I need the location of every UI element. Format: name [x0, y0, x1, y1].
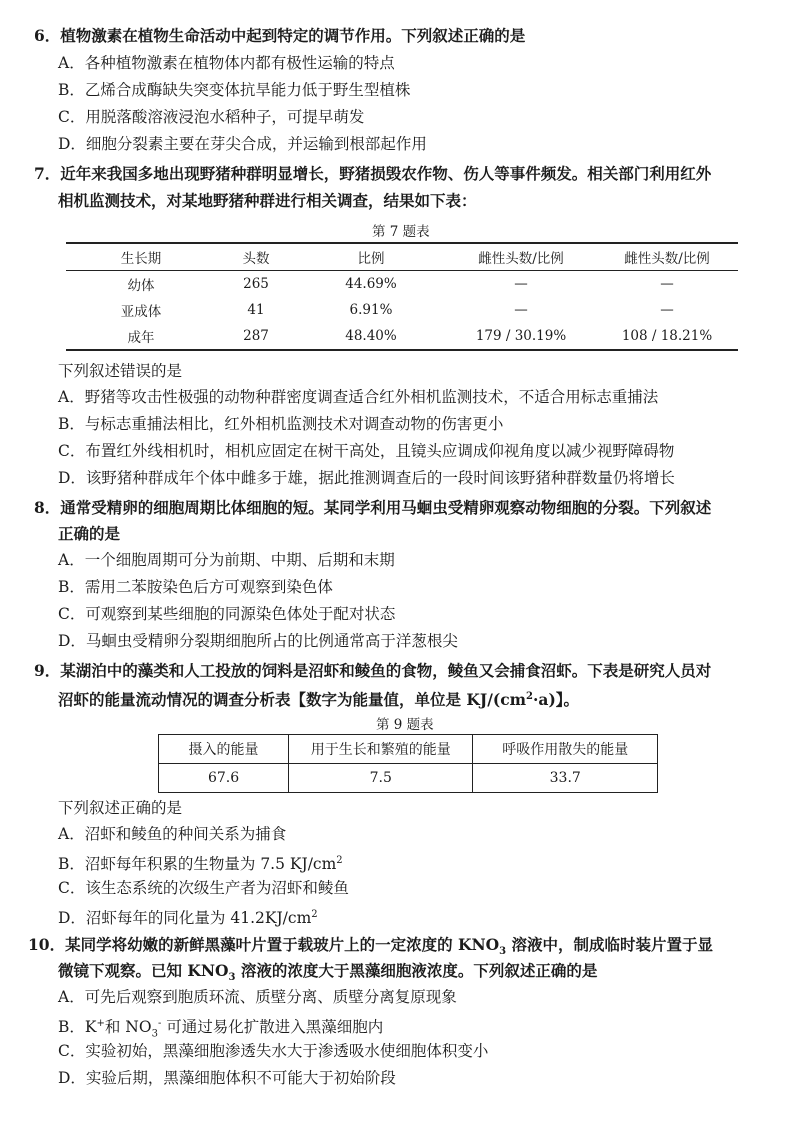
q10-option-b-sup2: -: [157, 1018, 162, 1029]
table-cell: 33.7: [473, 764, 658, 793]
q9-stem-line2-end: ·a)】。: [533, 690, 580, 710]
q10-option-b-mid: 和 NO: [104, 1018, 152, 1037]
q7-header-ratio: 比例: [357, 251, 385, 267]
q7-table-caption: 第 7 题表: [372, 224, 430, 240]
q10-stem-line2-text: 微镜下观察。已知 KNO: [58, 961, 229, 980]
q7-stem-line1: 7．近年来我国多地出现野猪种群明显增长，野猪损毁农作物、伤人等事件频发。相关部门利用红外: [34, 164, 712, 183]
q6-option-c: C．用脱落酸溶液浸泡水稻种子，可提早萌发: [58, 108, 365, 126]
table-row: [66, 271, 738, 298]
q9-header-respiration: 呼吸作用散失的能量: [473, 735, 658, 764]
q10-stem-line1-end: 溶液中，制成临时装片置于显: [506, 935, 713, 954]
table-row: [66, 297, 738, 323]
q9-option-d: [58, 904, 318, 929]
q10-option-b-sup1: +: [96, 1018, 105, 1029]
table-cell: —: [660, 276, 674, 292]
table-cell: —: [514, 302, 528, 318]
q10-option-b-text: B．K: [58, 1018, 97, 1037]
q9-option-d-superscript: 2: [311, 909, 318, 920]
q9-option-a: A．沼虾和鲮鱼的种间关系为捕食: [58, 825, 287, 843]
q7-stem-line2: 相机监测技术，对某地野猪种群进行相关调查，结果如下表：: [58, 191, 477, 210]
table-row: [159, 764, 658, 793]
q7-header-female-b: 雌性头数/比例: [624, 251, 710, 267]
table-cell: 6.91%: [349, 302, 393, 318]
table-cell: —: [514, 276, 528, 292]
q9-unit-superscript: 2: [526, 691, 534, 702]
q9-stem-line2-text: 沼虾的能量流动情况的调查分析表【数字为能量值，单位是 KJ/(cm: [58, 690, 527, 710]
q10-stem-line1: [28, 934, 713, 963]
table-cell: 179 / 30.19%: [475, 328, 567, 344]
q9-stem-line1: 9．某湖泊中的藻类和人工投放的饲料是沼虾和鲮鱼的食物，鲮鱼又会捕食沼虾。下表是研究人员对: [34, 661, 712, 680]
q8-option-c: C．可观察到某些细胞的同源染色体处于配对状态: [58, 605, 396, 623]
q7-option-a: A．野猪等攻击性极强的动物种群密度调查适合红外相机监测技术，不适合用标志重捕法: [58, 388, 659, 406]
q9-prompt: 下列叙述正确的是: [58, 799, 183, 817]
q8-option-b: B．需用二苯胺染色后方可观察到染色体: [58, 578, 333, 596]
q9-table-caption: 第 9 题表: [376, 717, 434, 733]
q10-option-a: A．可先后观察到胞质环流、质壁分离、质壁分离复原现象: [58, 988, 457, 1006]
q7-table: [66, 242, 738, 351]
q6-option-a: A．各种植物激素在植物体内都有极性运输的特点: [58, 54, 395, 72]
q7-option-b: B．与标志重捕法相比，红外相机监测技术对调查动物的伤害更小: [58, 415, 504, 433]
table-cell: 108 / 18.21%: [621, 328, 713, 344]
q10-stem-line2-subscript: 3: [228, 972, 236, 984]
table-cell: 7.5: [289, 764, 473, 793]
q7-header-female-a: 雌性头数/比例: [478, 251, 564, 267]
table-cell: 44.69%: [345, 276, 397, 292]
q6-stem: 6．植物激素在植物生命活动中起到特定的调节作用。下列叙述正确的是: [34, 26, 526, 45]
q8-option-a: A．一个细胞周期可分为前期、中期、后期和末期: [58, 551, 395, 569]
q10-option-d: D．实验后期，黑藻细胞体积不可能大于初始阶段: [58, 1069, 396, 1087]
q8-stem-line2: 正确的是: [58, 524, 121, 543]
table-cell: 67.6: [159, 764, 289, 793]
q10-option-b-end: 可通过易化扩散进入黑藻细胞内: [161, 1018, 384, 1037]
q9-header-intake: 摄入的能量: [159, 735, 289, 764]
q10-stem-line1-text: 10．某同学将幼嫩的新鲜黑藻叶片置于载玻片上的一定浓度的 KNO: [28, 935, 500, 954]
table-cell: 48.40%: [345, 328, 397, 344]
q10-stem-line2-end: 溶液的浓度大于黑藻细胞液浓度。下列叙述正确的是: [235, 961, 598, 980]
q10-stem-line1-subscript: 3: [499, 946, 507, 958]
q9-table: [158, 734, 658, 793]
q7-option-d: D．该野猪种群成年个体中雌多于雄，据此推测调查后的一段时间该野猪种群数量仍将增长: [58, 469, 675, 487]
table-cell: 幼体: [127, 278, 155, 294]
q7-header-count: 头数: [242, 251, 270, 267]
table-cell: —: [660, 302, 674, 318]
q7-header-stage: 生长期: [120, 251, 162, 267]
q10-stem-line2: [58, 960, 597, 989]
table-row: [66, 323, 738, 350]
q9-option-b: [58, 850, 343, 875]
q9-option-b-text: B．沼虾每年积累的生物量为 7.5 KJ/cm: [58, 855, 337, 874]
q9-option-d-text: D．沼虾每年的同化量为 41.2KJ/cm: [58, 909, 312, 928]
table-cell: 41: [247, 302, 265, 318]
q9-stem-line2: [58, 686, 579, 711]
q7-option-c: C．布置红外线相机时，相机应固定在树干高处，且镜头应调成仰视角度以减少视野障碍物: [58, 442, 675, 460]
table-cell: 265: [243, 276, 269, 292]
q10-option-c: C．实验初始，黑藻细胞渗透失水大于渗透吸水使细胞体积变小: [58, 1042, 489, 1060]
q7-table-header-row: [66, 243, 738, 271]
q7-prompt: 下列叙述错误的是: [58, 362, 183, 380]
q9-option-c: C．该生态系统的次级生产者为沼虾和鲮鱼: [58, 879, 349, 897]
q6-option-b: B．乙烯合成酶缺失突变体抗旱能力低于野生型植株: [58, 81, 411, 99]
table-cell: 成年: [127, 330, 155, 346]
q9-option-b-superscript: 2: [336, 855, 343, 866]
q6-option-d: D．细胞分裂素主要在芽尖合成，并运输到根部起作用: [58, 135, 427, 153]
table-cell: 亚成体: [120, 304, 162, 320]
table-cell: 287: [243, 328, 269, 344]
q9-table-header-row: [159, 735, 658, 764]
q8-option-d: D．马蛔虫受精卵分裂期细胞所占的比例通常高于洋葱根尖: [58, 632, 458, 650]
q8-stem-line1: 8．通常受精卵的细胞周期比体细胞的短。某同学利用马蛔虫受精卵观察动物细胞的分裂。下列叙述: [34, 498, 712, 517]
q10-option-b-sub: 3: [151, 1028, 158, 1040]
q9-header-growth: 用于生长和繁殖的能量: [289, 735, 473, 764]
